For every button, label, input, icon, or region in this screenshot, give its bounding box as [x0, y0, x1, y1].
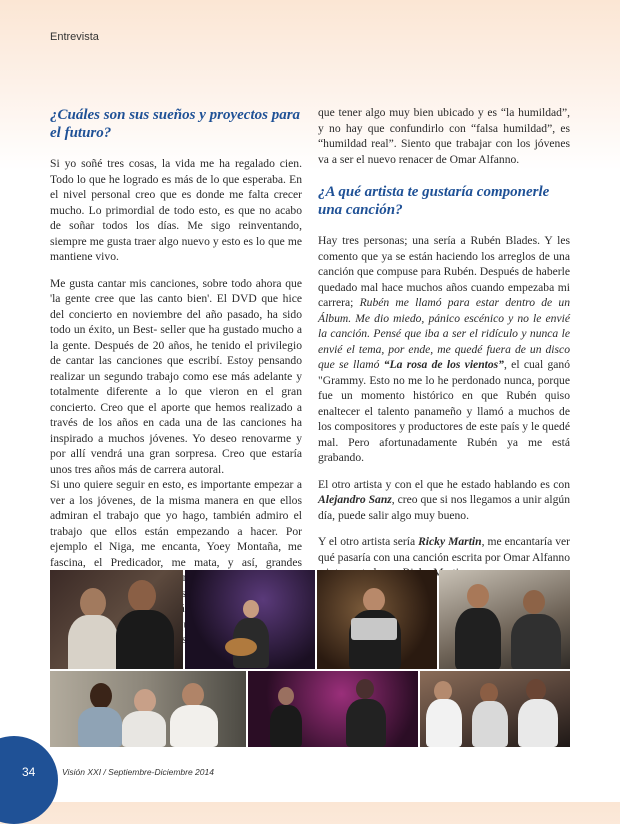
text-run: El otro artista y con el que he estado hablando es con — [318, 477, 570, 491]
text-run: , el cual ganó "Grammy. Esto no me lo he perdonado nunca, porque fue un momento histórico en que Rubén quiso enaltecer el talento panameño y llamó a muchos de los compositores y productores de este país y le quedé mal. Pero afortunadamente Rubén ya me está grabando. — [318, 358, 570, 464]
artist-name: Alejandro Sanz — [318, 493, 392, 506]
photo-stage-guitar — [185, 570, 315, 669]
answer-paragraph — [318, 233, 570, 466]
page-number: 34 — [22, 765, 36, 779]
section-label: Entrevista — [50, 31, 99, 43]
answer-paragraph: Me gusta cantar mis canciones, sobre todo ahora que 'la gente cree que las canto bien'. El DVD que hice del concierto en noviembre del año pasado, ha sido todo un éxito, un Best- seller que ha gustado mucho a la gente. Después de 20 años, he tenido el privilegio de cantar las canciones que escribí. Estoy pensando realizar un segundo trabajo como ese más adelante y totalmente diferente a lo que vieron en el gran concierto. Creo que el aporte que hemos realizado a través de los años en cada una de las canciones ha inspirado a muchos jóvenes. Yo deseo renovarme y por allí vendrá una gran sorpresa. Creo que estaría unos tres años más de carrera autoral. — [50, 276, 302, 476]
photo-accordion — [317, 570, 437, 669]
text-run: Hay tres personas; una sería a Rubén Blades. Y les comento que ya se están haciendo los arreglos de una canción que compuse para Rubén. Después de haberle quedado mal hace muchos años cuando empezaba mi carrera; — [318, 234, 570, 309]
publication-footer: Visión XXI / Septiembre-Diciembre 2014 — [62, 767, 214, 777]
artist-name: Ricky Martin — [418, 535, 482, 548]
right-column — [318, 105, 570, 592]
answer-paragraph: Si uno quiere seguir en esto, es importante empezar a ver a los jóvenes, de la misma manera en que ellos admiran el trabajo que yo hago, también admiro el trabajo que ellos están empezando a hacer. Por ejemplo el Niga, me encanta, Yoey Montaña, me fascina, el Predicador, me mata, y así, grandes — [50, 478, 302, 569]
photo-gallery — [50, 570, 570, 747]
answer-paragraph: que tener algo muy bien ubicado y es “la humildad”, y no hay que confundirlo con “falsa humildad”, es “humildad real”. Siento que trabajar con los jóvenes va a ser el nuevo renacer de Omar Alfanno. — [318, 106, 570, 166]
text-run: , me encantaría ver qué pasaría con una canción escrita por Omar Alfanno — [318, 535, 570, 564]
answer-paragraph — [318, 477, 570, 524]
text-run: Y el otro artista sería — [318, 535, 419, 548]
photo-studio — [439, 570, 570, 669]
photo-selfie — [50, 570, 183, 669]
italic-quote: Rubén me llamó para estar dentro de un Álbum. Me dio miedo, pánico escénico y no le envié la canción. Pensé que iba a ser el ridículo y nunca le envié el tema, por ende, me quedé fuera de un disco que se llamó — [318, 296, 570, 371]
page-number-badge — [0, 736, 58, 824]
question-heading-artist: ¿A qué artista te gustaría componerle una canción? — [318, 184, 550, 218]
photo-concert — [248, 671, 418, 747]
album-title: “La rosa de los vientos” — [383, 358, 504, 371]
photo-friends — [420, 671, 570, 747]
answer-paragraph: Si yo soñé tres cosas, la vida me ha regalado cien. Todo lo que he logrado es más de lo que esperaba. En el nivel personal creo que es donde me falta crecer mucho. Lo primordial de todo esto, es que no acabo de soñar todos los días. Me sigo reinventando, siempre me gusta traer algo nuevo y esto es lo que me mantiene vivo. — [50, 157, 302, 263]
question-heading-dreams: ¿Cuáles son sus sueños y proyectos para el futuro? — [50, 107, 301, 141]
text-run: , creo que si nos llegamos a unir algún día, puede salir algo muy bueno. — [318, 493, 570, 522]
photo-group — [50, 671, 246, 747]
